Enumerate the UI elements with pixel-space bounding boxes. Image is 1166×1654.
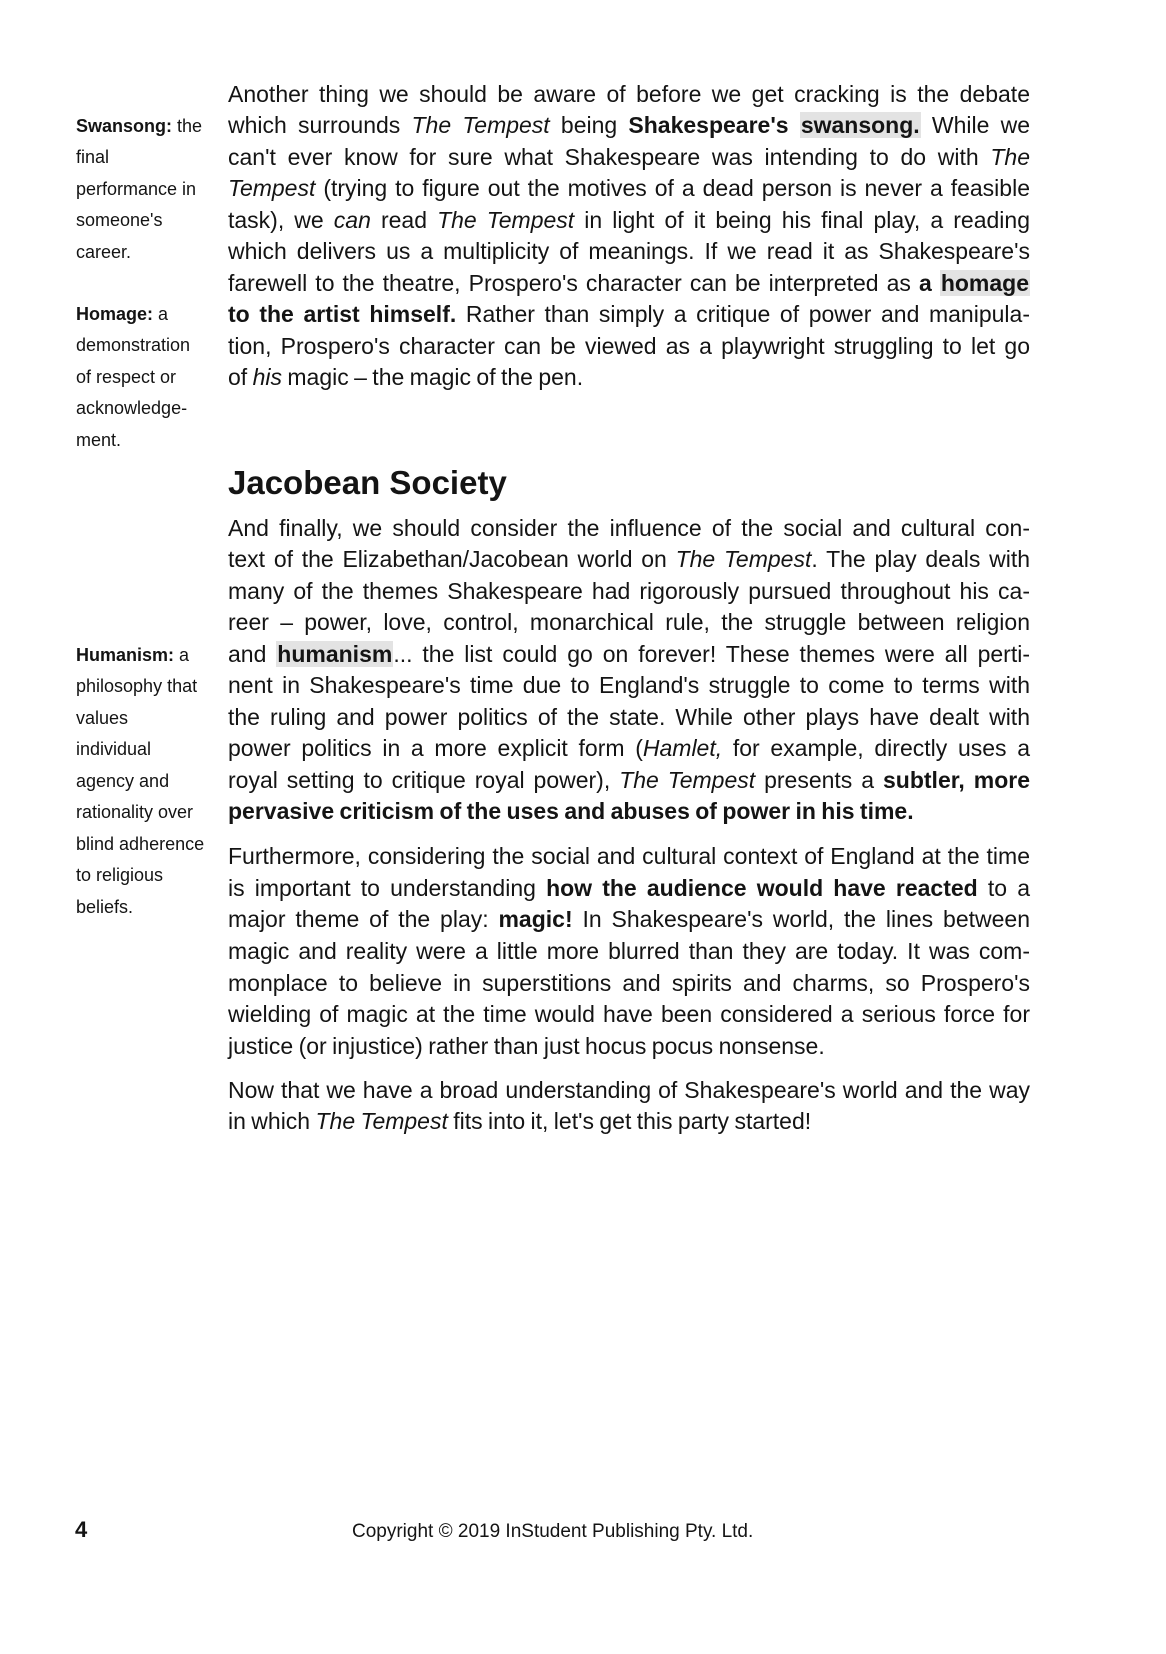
text-line <box>228 236 1030 267</box>
paragraph-conclusion <box>228 1075 1030 1138</box>
text-run: and <box>228 640 277 667</box>
text-run: . The play deals with <box>811 546 1031 573</box>
text-line <box>228 968 1030 1000</box>
text-line <box>228 299 1030 330</box>
text-line <box>228 142 1030 173</box>
definition-line: philosophy that <box>76 676 198 697</box>
text-run: Another thing we should be aware of before we get cracking is the debate <box>228 81 1030 107</box>
definition-text: a <box>153 304 169 324</box>
definition-line: of respect or <box>76 366 177 387</box>
definition-line: values <box>76 707 129 728</box>
text-run: magic – the magic of the pen. <box>281 364 584 391</box>
bold-emphasis: to the artist himself. <box>228 301 457 328</box>
bold-emphasis: magic! <box>498 906 573 933</box>
text-run: text of the Elizabethan/Jacobean world on <box>228 546 676 573</box>
text-run: major theme of the play: <box>228 906 499 933</box>
text-line <box>228 702 1030 733</box>
italic-title: The Tempest <box>675 546 812 573</box>
definition-line: to religious <box>76 865 164 886</box>
page-number: 4 <box>75 1517 88 1542</box>
sidebar-definition-swansong <box>76 111 216 268</box>
definition-line: career. <box>76 241 132 262</box>
definition-line: performance in <box>76 178 197 199</box>
text-run: task), we <box>228 206 334 233</box>
text-run: In Shakespeare's world, the lines between <box>572 906 1030 933</box>
text-line <box>228 1106 1030 1137</box>
sidebar-definition-homage <box>76 299 216 456</box>
text-line <box>228 173 1030 204</box>
text-line <box>228 999 1030 1031</box>
italic-title: The <box>990 143 1030 170</box>
bold-emphasis: how the audience would have reacted <box>546 874 978 901</box>
italic-title: The Tempest <box>437 206 575 233</box>
text-line <box>228 670 1030 701</box>
bold-emphasis: subtler, more <box>883 766 1030 793</box>
glossary-term-label: Homage: <box>76 304 154 324</box>
text-line <box>228 1031 1030 1063</box>
text-line <box>228 639 1030 670</box>
definition-line: acknowledge- <box>76 398 188 419</box>
definition-first-line <box>76 111 216 142</box>
definition-line: someone's <box>76 210 163 231</box>
italic-title: The Tempest <box>315 1108 448 1135</box>
paragraph-magic-context <box>228 841 1030 1063</box>
text-run: which surrounds <box>228 112 412 139</box>
paragraph-swansong-debate <box>228 79 1030 394</box>
definition-first-line <box>76 299 216 330</box>
copyright-notice: Copyright © 2019 InStudent Publishing Pty. Ltd. <box>352 1521 754 1542</box>
text-run: can't ever know for sure what Shakespeare was intending to do with <box>228 143 991 170</box>
text-run: to a <box>977 874 1030 901</box>
glossary-term-label: Swansong: <box>76 116 173 136</box>
glossary-term-label: Humanism: <box>76 645 175 665</box>
text-run: being <box>549 112 629 139</box>
definition-first-line <box>76 640 216 671</box>
text-run: reer – power, love, control, monarchical rule, the struggle between religion <box>228 609 1030 636</box>
text-run: monplace to believe in superstitions and spirits and charms, so Prospero's <box>228 969 1030 996</box>
definition-line: demonstration <box>76 335 191 356</box>
italic-title: Tempest <box>228 175 316 202</box>
highlighted-glossary-term: homage <box>940 269 1030 296</box>
italic-title: The Tempest <box>619 766 756 793</box>
text-line <box>228 1075 1030 1106</box>
paragraph-social-context <box>228 513 1030 828</box>
text-line <box>228 79 1030 110</box>
italic-title: can <box>333 206 371 233</box>
highlighted-glossary-term: humanism <box>277 640 393 667</box>
text-run: farewell to the theatre, Prospero's character can be interpreted as <box>228 269 919 296</box>
definition-line: blind adherence <box>76 833 205 854</box>
text-run: magic and reality were a little more blurred than they are today. It was com- <box>228 937 1030 964</box>
text-line <box>228 796 1030 827</box>
text-run: nent in Shakespeare's time due to England's struggle to come to terms with <box>228 672 1030 699</box>
text-run: And finally, we should consider the influence of the social and cultural con- <box>228 515 1030 541</box>
text-line <box>228 873 1030 905</box>
italic-title: Hamlet, <box>642 735 723 762</box>
text-run: in light of it being his final play, a reading <box>574 206 1030 233</box>
text-line <box>228 205 1030 236</box>
bold-emphasis: a <box>918 269 940 296</box>
italic-title: The Tempest <box>411 112 550 139</box>
text-line <box>228 513 1030 544</box>
text-line <box>228 110 1030 141</box>
text-line <box>228 268 1030 299</box>
text-line <box>228 331 1030 362</box>
text-line <box>228 904 1030 936</box>
text-run: of <box>228 364 253 391</box>
text-line <box>228 544 1030 575</box>
text-run: (trying to figure out the motives of a dead person is never a feasible <box>315 175 1030 202</box>
text-line <box>228 841 1030 873</box>
definition-line: beliefs. <box>76 896 134 917</box>
text-line <box>228 733 1030 764</box>
definition-text: the <box>172 116 203 136</box>
sidebar-definition-humanism <box>76 640 216 923</box>
text-run: which delivers us a multiplicity of meanings. If we read it as Shakespeare's <box>228 238 1030 265</box>
text-run: Furthermore, considering the social and cultural context of England at the time <box>228 843 1030 869</box>
definition-line: ment. <box>76 429 122 450</box>
definition-line: rationality over <box>76 802 194 823</box>
text-run: wielding of magic at the time would have been considered a serious force for <box>228 1001 1030 1028</box>
text-run: tion, Prospero's character can be viewed as a playwright struggling to let go <box>228 332 1030 359</box>
text-line <box>228 607 1030 638</box>
text-run: is important to understanding <box>228 874 547 901</box>
text-run: in which <box>228 1108 316 1135</box>
text-line <box>228 362 1030 393</box>
text-run: justice (or injustice) rather than just hocus pocus nonsense. <box>228 1032 825 1059</box>
text-run: ... the list could go on forever! These themes were all perti- <box>393 640 1030 667</box>
highlighted-glossary-term: swansong. <box>800 112 920 139</box>
text-run: Now that we have a broad understanding of Shakespeare's world and the way <box>228 1077 1030 1103</box>
text-run: for example, directly uses a <box>722 735 1031 762</box>
section-heading: Jacobean Society <box>228 464 507 501</box>
italic-title: his <box>252 364 282 391</box>
text-run: royal setting to critique royal power), <box>228 766 620 793</box>
text-run: fits into it, let's get this party started! <box>447 1108 812 1135</box>
bold-emphasis: Shakespeare's <box>628 112 800 139</box>
bold-emphasis: pervasive criticism of the uses and abuses of power in his time. <box>228 798 914 825</box>
text-run: many of the themes Shakespeare had rigorously pursued throughout his ca- <box>228 577 1030 604</box>
text-run: read <box>370 206 438 233</box>
text-line <box>228 576 1030 607</box>
text-line <box>228 936 1030 968</box>
definition-text: a <box>174 645 190 665</box>
text-run: presents a <box>755 766 883 793</box>
definition-line: agency and <box>76 770 170 791</box>
text-run: Rather than simply a critique of power and manipula- <box>456 301 1030 328</box>
text-run: power politics in a more explicit form ( <box>228 735 643 762</box>
definition-line: individual <box>76 739 152 760</box>
text-run: the ruling and power politics of the state. While other plays have dealt with <box>228 703 1030 730</box>
definition-line: final <box>76 147 110 168</box>
text-run: While we <box>920 112 1030 139</box>
text-line <box>228 765 1030 796</box>
